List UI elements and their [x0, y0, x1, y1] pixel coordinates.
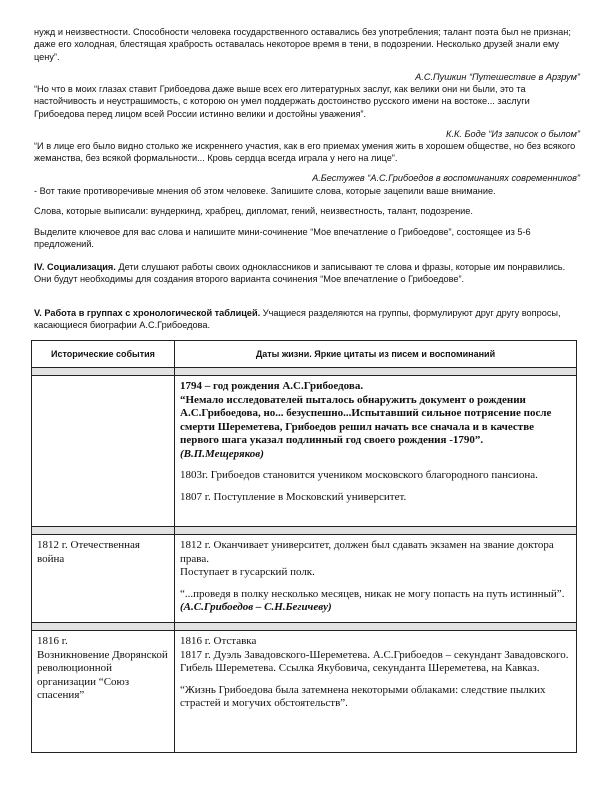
quote-bode-attribution: К.К. Боде “Из записок о былом”: [446, 129, 580, 139]
quote-bode-text: “Но что в моих глазах ставит Грибоедова даже выше всех его литературных заслуг, как велики они ни были, это та настойчивость и неустрашимость, с которою он умел поддержать достоинство русского имени на востоке... заслуги Грибоедова перед лицом всей России истинно велики и достойны уважения”.: [34, 84, 530, 119]
table-cell-event: 1812 г. Отечественная война: [32, 535, 175, 623]
table-row: [32, 535, 577, 623]
event-1803: 1803г. Грибоедов становится учеником московского благородного пансиона.: [180, 469, 538, 481]
quote-pushkin-text: нужд и неизвестности. Способности человека государственного оставались без употребления; талант поэта был не признан; даже его холодная, блестящая храбрость оставалась некоторое время в тени, в подозрении. Несколько друзей знали ему цену”.: [34, 27, 571, 62]
event-union-salvation: Возникновение Дворянской революционной организации “Союз спасения”: [37, 648, 168, 701]
event-hussar: Поступает в гусарский полк.: [180, 566, 315, 578]
event-duel: 1817 г. Дуэль Завадовского-Шереметева. А.С.Грибоедов – секундант Завадовского. Гибель Шереметева. Ссылка Якубовича, секунданта Шереметева, на Кавказ.: [180, 648, 569, 674]
quote-begichev: “...проведя в полку несколько месяцев, никак не могу попасть на путь истинный”. (А.С.Грибоедов – С.Н.Бегичеву): [180, 587, 565, 613]
table-cell-dates: [175, 631, 577, 753]
quote-bestuzhev-text: “И в лице его было видно столько же искреннего участия, как в его приемах умения жить в хорошем обществе, но без всякого жеманства, без всякой формальности... Кровь сердца всегда играла у него на лице”.: [34, 141, 576, 164]
mini-essay-task: Выделите ключевое для вас слова и напишите мини-сочинение “Мое впечатление о Грибоедове”, состоящее из 5-6 предложений.: [34, 227, 531, 250]
section-group-work-text: Учащиеся разделяются на группы, формулируют друг другу вопросы, касающиеся биографии А.С.Грибоедова.: [34, 308, 561, 331]
section-socialization: [34, 261, 580, 286]
table-spacer: [32, 527, 577, 535]
table-spacer: [32, 368, 577, 376]
birth-quote-author: (В.П.Мещеряков): [180, 447, 264, 460]
section-group-work: [34, 307, 580, 332]
table-cell-dates: [175, 535, 577, 623]
event-resignation: 1816 г. Отставка: [180, 635, 257, 647]
table-cell-event: [32, 631, 175, 753]
header-dates-quotes: Даты жизни. Яркие цитаты из писем и воспоминаний: [175, 341, 577, 368]
table-cell-event: [32, 376, 175, 527]
table-spacer: [32, 623, 577, 631]
event-1807: 1807 г. Поступление в Московский университет.: [180, 490, 407, 503]
section-group-work-heading: V. Работа в группах с хронологической таблицей.: [34, 308, 261, 318]
header-historical-events: Исторические события: [32, 341, 175, 368]
table-header-row: [32, 341, 577, 368]
section-socialization-text: Дети слушают работы своих одноклассников и записывают те слова и фразы, которые им понравились. Они будут необходимы для создания второго варианта сочинения “Мое впечатление о Грибоедове”.: [34, 262, 566, 285]
event-1812: 1812 г. Оканчивает университет, должен был сдавать экзамен на звание доктора права.: [180, 539, 554, 565]
quote-passions: “Жизнь Грибоедова была затемнена некоторыми облаками: следствие пылких страстей и могучих обстоятельств”.: [180, 683, 546, 709]
chronology-table: [31, 340, 577, 753]
selected-words: Слова, которые выписали: вундеркинд, храбрец, дипломат, гений, неизвестность, талант, подозрение.: [34, 206, 473, 216]
birth-year: 1794 – год рождения А.С.Грибоедова.: [180, 380, 364, 392]
table-cell-dates: [175, 376, 577, 527]
quote-pushkin-attribution: А.С.Пушкин “Путешествие в Арзрум”: [415, 72, 580, 82]
birth-quote: “Немало исследователей пыталось обнаружить документ о рождении А.С.Грибоедова, но... безуспешно...Испытавший сильное потрясение после смерти Шереметева, Грибоедов решил начать все сначала и в качестве первого шага указал подлинный год своего рождения -1790”.: [180, 393, 552, 446]
table-row: [32, 631, 577, 753]
section-socialization-heading: IV. Социализация.: [34, 262, 116, 272]
quote-bestuzhev-attribution: А.Бестужев “А.С.Грибоедов в воспоминаниях современников”: [312, 173, 580, 183]
table-row: [32, 376, 577, 527]
event-date-1816: 1816 г.: [37, 635, 68, 647]
instruction-words: - Вот такие противоречивые мнения об этом человеке. Запишите слова, которые зацепили ваше внимание.: [34, 186, 496, 196]
